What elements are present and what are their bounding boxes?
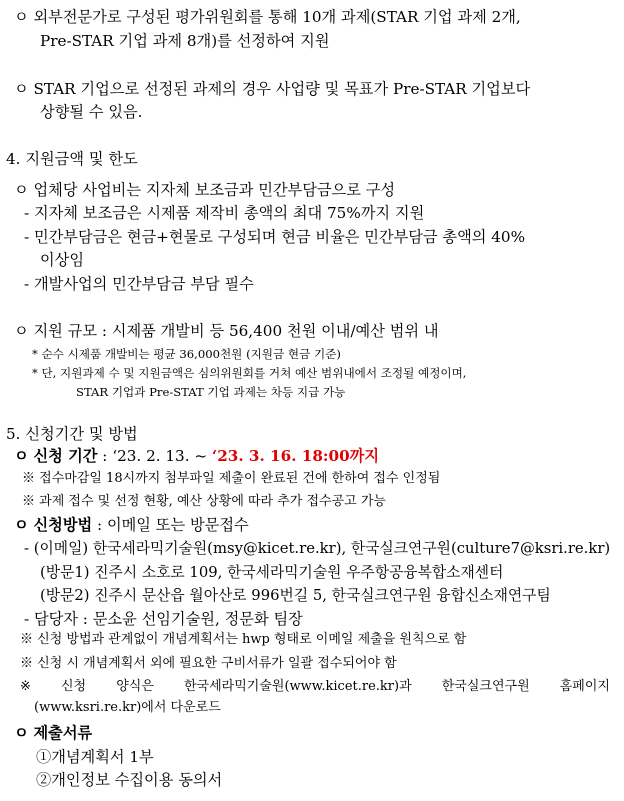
section-4-bullet-2: ㅇ 지원 규모 : 시제품 개발비 등 56,400 천원 이내/예산 범위 내 xyxy=(14,322,439,340)
remark-3-word: 한국실크연구원 xyxy=(441,679,530,694)
method-text: : 이메일 또는 방문접수 xyxy=(92,516,249,534)
section-4-detail-1: - 지자체 보조금은 시제품 제작비 총액의 최대 75%까지 지원 xyxy=(24,204,425,222)
docs-label: 제출서류 xyxy=(33,724,93,742)
remark-3-word: 한국세라믹기술원(www.kicet.re.kr)과 xyxy=(184,679,412,694)
period-bullet: ㅇ xyxy=(14,447,29,465)
method-remark-2: ※ 신청 시 개념계획서 외에 필요한 구비서류가 일괄 접수되어야 함 xyxy=(20,656,397,671)
period-label: 신청 기간 xyxy=(33,447,98,465)
method-remark-1: ※ 신청 방법과 관계없이 개념계획서는 hwp 형태로 이메일 제출을 원칙으로 함 xyxy=(20,632,467,647)
intro-paragraph-2-line-2: 상향될 수 있음. xyxy=(40,103,143,121)
section-4-detail-2-line-1: - 민간부담금은 현금+현물로 구성되며 현금 비율은 민간부담금 총액의 40% xyxy=(24,228,526,246)
section-4-detail-2-line-2: 이상임 xyxy=(40,251,85,269)
document-item-2: ②개인정보 수집이용 동의서 xyxy=(36,771,223,789)
remark-3-word: 홈페이지 xyxy=(559,679,610,694)
method-label: 신청방법 xyxy=(33,516,93,534)
contact-person: - 담당자 : 문소윤 선임기술원, 정문화 팀장 xyxy=(24,610,303,628)
section-4-heading: 4. 지원금액 및 한도 xyxy=(6,150,138,168)
application-method xyxy=(14,516,249,534)
section-5-heading: 5. 신청기간 및 방법 xyxy=(6,425,138,443)
period-start: : ‘23. 2. 13. ~ xyxy=(97,447,212,465)
section-4-detail-3: - 개발사업의 민간부담금 부담 필수 xyxy=(24,275,254,293)
period-remark-2: ※ 과제 접수 및 선정 현황, 예산 상황에 따라 추가 접수공고 가능 xyxy=(22,494,386,509)
section-4-note-2-line-2: STAR 기업과 Pre-STAT 기업 과제는 차등 지급 가능 xyxy=(76,385,346,399)
section-4-note-1: * 순수 시제품 개발비는 평균 36,000천원 (지원금 현금 기준) xyxy=(32,347,341,361)
period-end: ‘23. 3. 16. 18:00까지 xyxy=(211,447,379,465)
section-4-note-2-line-1: * 단, 지원과제 수 및 지원금액은 심의위원회를 거쳐 예산 범위내에서 조정될 예정이며, xyxy=(32,366,467,380)
method-bullet: ㅇ xyxy=(14,516,29,534)
section-4-bullet-1: ㅇ 업체당 사업비는 지자체 보조금과 민간부담금으로 구성 xyxy=(14,181,396,199)
method-remark-3-line-2: (www.ksri.re.kr)에서 다운로드 xyxy=(34,700,221,715)
submission-documents xyxy=(14,724,92,742)
method-visit-2: (방문2) 진주시 문산읍 월아산로 996번길 5, 한국실크연구원 융합신소재연구팀 xyxy=(40,587,551,604)
intro-paragraph-1-line-2: Pre-STAR 기업 과제 8개)를 선정하여 지원 xyxy=(40,32,330,50)
document-item-1: ①개념계획서 1부 xyxy=(36,748,154,766)
intro-paragraph-2-line-1: ㅇ STAR 기업으로 선정된 과제의 경우 사업량 및 목표가 Pre-STAR 기업보다 xyxy=(14,80,531,98)
docs-bullet: ㅇ xyxy=(14,724,29,742)
method-visit-1: (방문1) 진주시 소호로 109, 한국세라믹기술원 우주항공융복합소재센터 xyxy=(40,564,504,581)
application-period xyxy=(14,447,379,465)
remark-3-word: ※ xyxy=(20,679,31,694)
remark-3-word: 신청 xyxy=(61,679,87,694)
method-remark-3-line-1 xyxy=(20,679,610,695)
method-email: - (이메일) 한국세라믹기술원(msy@kicet.re.kr), 한국실크연구원(culture7@ksri.re.kr) xyxy=(24,540,611,557)
intro-paragraph-1-line-1: ㅇ 외부전문가로 구성된 평가위원회를 통해 10개 과제(STAR 기업 과제 2개, xyxy=(14,8,521,26)
period-remark-1: ※ 접수마감일 18시까지 첨부파일 제출이 완료된 건에 한하여 접수 인정됨 xyxy=(22,471,441,486)
remark-3-word: 양식은 xyxy=(116,679,154,694)
